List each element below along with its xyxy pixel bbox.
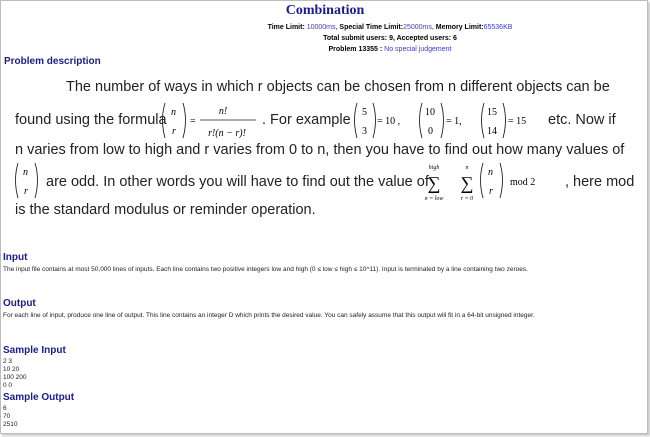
description-line-2a: found using the formula bbox=[15, 112, 167, 128]
output-text: For each line of input, produce one line of output. This line contains an integer D which prints the desired value. You can safely assume that this output will fit in a 64-bit unsigned integer. bbox=[3, 312, 535, 319]
sample-input-block bbox=[3, 358, 27, 390]
sum-binom-r: r bbox=[489, 186, 493, 197]
sample-input-line: 0 0 bbox=[3, 382, 13, 389]
description-heading: Problem description bbox=[4, 56, 101, 67]
description-line-4b: , here mod bbox=[565, 174, 635, 190]
ex2-value: = 1, bbox=[446, 116, 462, 127]
ex1-bottom: 3 bbox=[362, 126, 367, 137]
sample-input-line: 100 200 bbox=[3, 374, 27, 381]
sample-output-line: 2510 bbox=[3, 421, 18, 428]
sum-expression bbox=[420, 160, 560, 208]
binomial-n-r bbox=[12, 160, 42, 204]
binom-r: r bbox=[172, 126, 176, 137]
sample-output-heading: Sample Output bbox=[3, 392, 75, 403]
problem-id-line bbox=[0, 46, 650, 53]
problem-id: Problem 13355 : bbox=[328, 46, 385, 53]
sum-lower-low: n = low bbox=[424, 196, 444, 202]
sample-input-heading: Sample Input bbox=[3, 345, 66, 356]
ex2-bottom: 0 bbox=[428, 126, 433, 137]
formula-denominator: r!(n − r)! bbox=[208, 128, 246, 139]
description-line-1: The number of ways in which r objects can be chosen from n different objects can be bbox=[66, 79, 610, 95]
description-line-2b: . For example bbox=[262, 112, 351, 128]
input-heading: Input bbox=[3, 252, 28, 263]
sample-input-line: 10 20 bbox=[3, 366, 20, 373]
sample-output-block bbox=[3, 405, 17, 429]
sum-lower-r: r = 0 bbox=[460, 196, 474, 202]
special-time-limit-label: Special Time Limit: bbox=[339, 24, 404, 31]
judge-link[interactable]: No special judgement bbox=[384, 46, 452, 53]
svg-text:∑: ∑ bbox=[427, 173, 441, 193]
binom2-r: r bbox=[24, 186, 28, 197]
input-text: The input file contains at most 50,000 lines of inputs. Each line contains two positive integers low and high (0 ≤ low ≤ high ≤ 10^11). Input is terminated by a line containing two zeroes. bbox=[3, 266, 528, 273]
ex1-value: = 10 , bbox=[377, 116, 401, 127]
problem-title: Combination bbox=[285, 3, 365, 18]
sum-upper-n: n bbox=[465, 165, 469, 171]
svg-text:∑: ∑ bbox=[460, 173, 474, 193]
sample-output-line: 6 bbox=[3, 405, 7, 412]
ex3-value: = 15 bbox=[508, 116, 527, 127]
time-limit-label: Time Limit: bbox=[267, 24, 307, 31]
ex3-bottom: 14 bbox=[487, 126, 497, 137]
output-heading: Output bbox=[3, 298, 36, 309]
mod-two: mod 2 bbox=[510, 177, 536, 188]
formula-equals: = bbox=[190, 116, 196, 127]
ex3-top: 15 bbox=[487, 107, 497, 118]
example-3 bbox=[479, 100, 541, 144]
memory-limit-label: Memory Limit: bbox=[435, 24, 484, 31]
binom2-n: n bbox=[23, 167, 28, 178]
example-1 bbox=[352, 100, 414, 144]
ex1-top: 5 bbox=[362, 107, 367, 118]
time-limit-value: 10000ms bbox=[306, 24, 336, 31]
description-line-5: is the standard modulus or reminder operation. bbox=[15, 202, 316, 218]
binom-n: n bbox=[171, 107, 176, 118]
memory-limit-value: 65536KB bbox=[483, 24, 513, 31]
limits-line: Time Limit: 10000ms, Special Time Limit:25000ms, Memory Limit:65536KB bbox=[267, 24, 513, 31]
description-line-2c: etc. Now if bbox=[548, 112, 616, 128]
sum-binom-n: n bbox=[488, 167, 493, 178]
special-time-limit-value: 25000ms bbox=[403, 24, 432, 31]
formula-numerator: n! bbox=[218, 106, 228, 117]
sample-output-line: 70 bbox=[3, 413, 11, 420]
sample-input-line: 2 3 bbox=[3, 358, 13, 365]
description-line-4a: are odd. In other words you will have to find out the value of bbox=[46, 174, 429, 190]
combination-formula bbox=[160, 100, 260, 144]
example-2 bbox=[417, 100, 473, 144]
submit-stats: Total submit users: 9, Accepted users: 6 bbox=[323, 35, 457, 42]
sum-upper-high: high bbox=[428, 165, 440, 171]
description-line-3: n varies from low to high and r varies from 0 to n, then you have to find out how many values of bbox=[15, 142, 625, 158]
ex2-top: 10 bbox=[425, 107, 435, 118]
